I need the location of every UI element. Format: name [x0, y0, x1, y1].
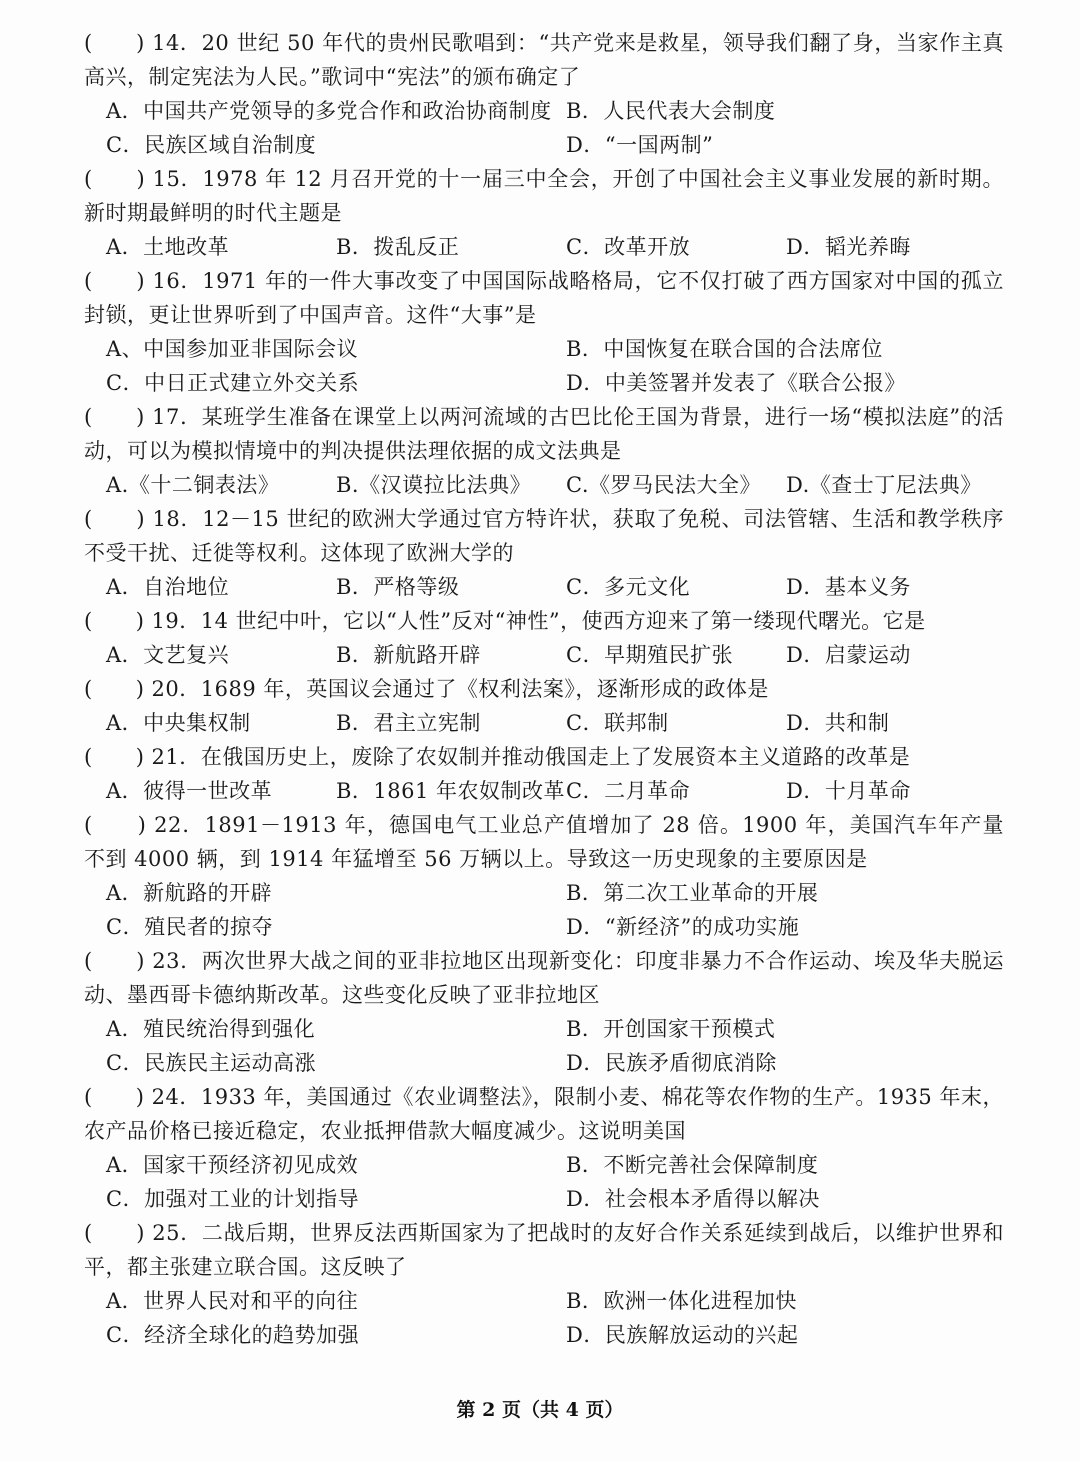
question-15 — [84, 162, 1004, 264]
question-21 — [84, 740, 1004, 808]
option-a: A．土地改革 — [106, 235, 230, 259]
option-a: A．世界人民对和平的向往 — [106, 1289, 359, 1313]
option-a: A.《十二铜表法》 — [106, 473, 280, 497]
page-number: 第 2 页（共 4 页） — [456, 1399, 624, 1421]
option-a: A．文艺复兴 — [106, 643, 230, 667]
question-stem: ( ) 21．在俄国历史上，废除了农奴制并推动俄国走上了发展资本主义道路的改革是 — [84, 745, 911, 769]
option-c: C．中日正式建立外交关系 — [106, 371, 360, 395]
option-list — [84, 1012, 1004, 1080]
question-stem: ( ) 24．1933 年，美国通过《农业调整法》，限制小麦、棉花等农作物的生产。1935 年末，农产品价格已接近稳定，农业抵押借款大幅度减少。这说明美国 — [84, 1085, 1004, 1143]
question-22 — [84, 808, 1004, 944]
question-stem: ( ) 18．12－15 世纪的欧洲大学通过官方特许状，获取了免税、司法管辖、生活和教学秩序不受干扰、迁徙等权利。这体现了欧洲大学的 — [84, 507, 1004, 565]
option-a: A．殖民统治得到强化 — [106, 1017, 316, 1041]
question-stem: ( ) 22．1891－1913 年，德国电气工业总产值增加了 28 倍。1900 年，美国汽车年产量不到 4000 辆，到 1914 年猛增至 56 万辆以上。导致这一历史现象的主要原因是 — [84, 813, 1004, 871]
option-a: A．彼得一世改革 — [106, 779, 273, 803]
option-b: B．第二次工业革命的开展 — [566, 881, 819, 905]
question-stem: ( ) 23．两次世界大战之间的亚非拉地区出现新变化：印度非暴力不合作运动、埃及华夫脱运动、墨西哥卡德纳斯改革。这些变化反映了亚非拉地区 — [84, 949, 1004, 1007]
option-d: D．韬光养晦 — [786, 235, 911, 259]
option-a: A．国家干预经济初见成效 — [106, 1153, 359, 1177]
question-stem: ( ) 15．1978 年 12 月召开党的十一届三中全会，开创了中国社会主义事业发展的新时期。新时期最鲜明的时代主题是 — [84, 167, 1004, 225]
option-d: D．十月革命 — [786, 779, 911, 803]
option-list — [84, 570, 1004, 604]
option-b: B．君主立宪制 — [336, 711, 481, 735]
option-d: D．“新经济”的成功实施 — [566, 915, 800, 939]
option-c: C．民族区域自治制度 — [106, 133, 317, 157]
question-stem: ( ) 19．14 世纪中叶，它以“人性”反对“神性”，使西方迎来了第一缕现代曙光。它是 — [84, 609, 926, 633]
option-b: B．中国恢复在联合国的合法席位 — [566, 337, 883, 361]
option-d: D．民族解放运动的兴起 — [566, 1323, 799, 1347]
option-c: C．民族民主运动高涨 — [106, 1051, 317, 1075]
option-list — [84, 1148, 1004, 1216]
option-b: B．欧洲一体化进程加快 — [566, 1289, 797, 1313]
question-stem: ( ) 14．20 世纪 50 年代的贵州民歌唱到：“共产党来是救星，领导我们翻了身，当家作主真高兴，制定宪法为人民。”歌词中“宪法”的颁布确定了 — [84, 31, 1004, 89]
option-b: B．不断完善社会保障制度 — [566, 1153, 819, 1177]
question-19 — [84, 604, 1004, 672]
question-18 — [84, 502, 1004, 604]
question-list — [84, 26, 1004, 1352]
option-list — [84, 706, 1004, 740]
option-b: B．拨乱反正 — [336, 235, 460, 259]
option-list — [84, 94, 1004, 162]
question-14 — [84, 26, 1004, 162]
option-b: B．新航路开辟 — [336, 643, 481, 667]
option-d: D．社会根本矛盾得以解决 — [566, 1187, 820, 1211]
option-a: A．新航路的开辟 — [106, 881, 273, 905]
option-a: A、中国参加亚非国际会议 — [106, 337, 359, 361]
option-b: B．严格等级 — [336, 575, 460, 599]
option-c: C．联邦制 — [566, 711, 669, 735]
option-c: C.《罗马民法大全》 — [566, 473, 761, 497]
option-b: B．开创国家干预模式 — [566, 1017, 776, 1041]
question-stem: ( ) 17．某班学生准备在课堂上以两河流域的古巴比伦王国为背景，进行一场“模拟法庭”的活动，可以为模拟情境中的判决提供法理依据的成文法典是 — [84, 405, 1004, 463]
option-c: C．早期殖民扩张 — [566, 643, 734, 667]
option-d: D．“一国两制” — [566, 133, 714, 157]
question-stem: ( ) 20．1689 年，英国议会通过了《权利法案》，逐渐形成的政体是 — [84, 677, 769, 701]
option-d: D．共和制 — [786, 711, 890, 735]
option-b: B．1861 年农奴制改革 — [336, 779, 566, 803]
question-stem: ( ) 25．二战后期，世界反法西斯国家为了把战时的友好合作关系延续到战后，以维护世界和平，都主张建立联合国。这反映了 — [84, 1221, 1004, 1279]
question-23 — [84, 944, 1004, 1080]
question-20 — [84, 672, 1004, 740]
option-d: D.《查士丁尼法典》 — [786, 473, 982, 497]
option-list — [84, 1284, 1004, 1352]
option-list — [84, 876, 1004, 944]
option-list — [84, 774, 1004, 808]
option-list — [84, 332, 1004, 400]
option-d: D．基本义务 — [786, 575, 911, 599]
option-b: B．人民代表大会制度 — [566, 99, 776, 123]
option-a: A．中国共产党领导的多党合作和政治协商制度 — [106, 99, 552, 123]
option-list — [84, 638, 1004, 672]
question-16 — [84, 264, 1004, 400]
option-c: C．多元文化 — [566, 575, 691, 599]
option-d: D．中美签署并发表了《联合公报》 — [566, 371, 906, 395]
option-d: D．启蒙运动 — [786, 643, 911, 667]
option-c: C．改革开放 — [566, 235, 691, 259]
option-d: D．民族矛盾彻底消除 — [566, 1051, 777, 1075]
question-stem: ( ) 16．1971 年的一件大事改变了中国国际战略格局，它不仅打破了西方国家对中国的孤立封锁，更让世界听到了中国声音。这件“大事”是 — [84, 269, 1004, 327]
question-17 — [84, 400, 1004, 502]
option-b: B.《汉谟拉比法典》 — [336, 473, 532, 497]
question-24 — [84, 1080, 1004, 1216]
option-a: A．中央集权制 — [106, 711, 251, 735]
option-list — [84, 230, 1004, 264]
option-c: C．殖民者的掠夺 — [106, 915, 274, 939]
option-c: C．经济全球化的趋势加强 — [106, 1323, 360, 1347]
question-25 — [84, 1216, 1004, 1352]
option-c: C．加强对工业的计划指导 — [106, 1187, 360, 1211]
option-a: A．自治地位 — [106, 575, 230, 599]
option-list — [84, 468, 1004, 502]
option-c: C．二月革命 — [566, 779, 691, 803]
